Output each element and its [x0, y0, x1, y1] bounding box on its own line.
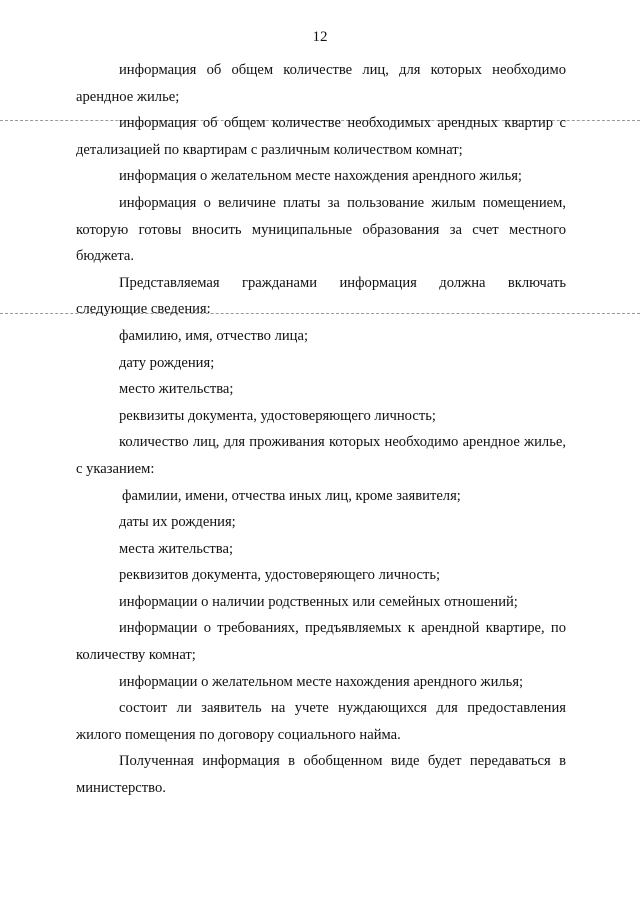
paragraph: реквизитов документа, удостоверяющего личность; [119, 567, 441, 584]
paragraph: состоит ли заявитель на учете нуждающихся для предоставления жилого помещения по договору социального найма. [76, 700, 566, 743]
paragraph-continuation: следующие сведения: [76, 301, 211, 318]
paragraph: информация об общем количестве необходимых арендных квартир с детализацией по квартирам с различным количеством комнат; [76, 115, 566, 158]
paragraph: информации о требованиях, предъявляемых к арендной квартире, по количеству комнат; [76, 620, 566, 664]
paragraph: место жительства; [119, 381, 234, 398]
paragraph: дату рождения; [119, 354, 215, 371]
paragraph: фамилии, имени, отчества иных лиц, кроме заявителя; [122, 487, 461, 504]
paragraph: количество лиц, для проживания которых необходимо арендное жилье, с указанием: [76, 434, 566, 477]
paragraph: информации о желательном месте нахождения арендного жилья; [119, 673, 524, 690]
paragraph: информация об общем количестве лиц, для которых необходимо арендное жилье; [76, 62, 566, 105]
paragraph: информации о наличии родственных или семейных отношений; [119, 593, 518, 610]
paragraph: фамилию, имя, отчество лица; [119, 327, 309, 344]
paragraph: информация о желательном месте нахождения арендного жилья; [119, 168, 522, 185]
paragraph: Представляемая гражданами информация должна включать [119, 274, 566, 291]
paragraph: Полученная информация в обобщенном виде будет передаваться в министерство. [76, 753, 566, 797]
paragraph: реквизиты документа, удостоверяющего личность; [119, 407, 436, 424]
page-number: 12 [312, 29, 328, 45]
paragraph: даты их рождения; [119, 514, 236, 531]
paragraph: места жительства; [119, 540, 234, 557]
document-body [76, 57, 566, 802]
paragraph: информация о величине платы за пользование жилым помещением, которую готовы вносить муниципальные образования за счет местного бюджета. [76, 194, 566, 265]
